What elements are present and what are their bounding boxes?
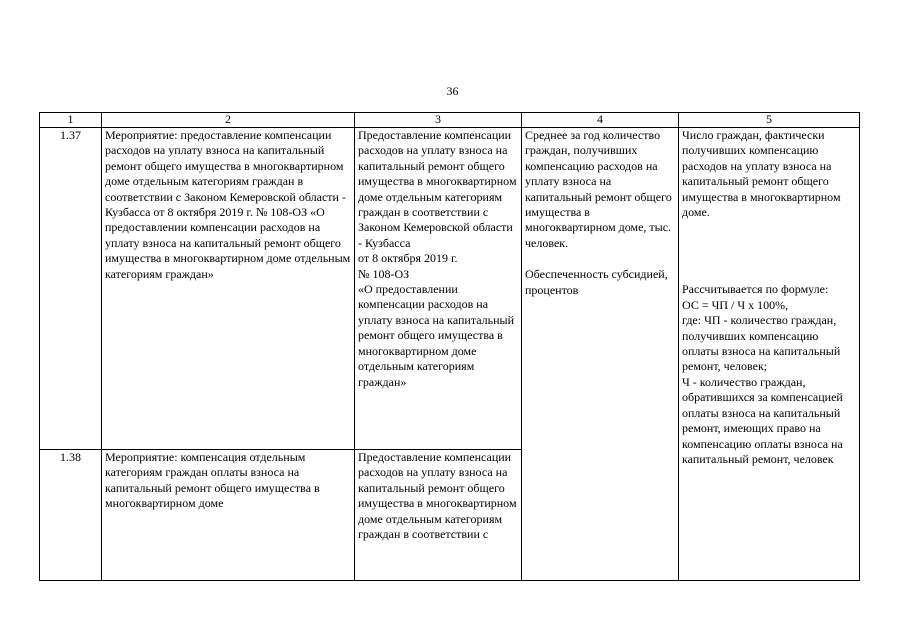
table-header-row [40,113,860,128]
column-header: 4 [522,113,679,128]
column-header: 1 [40,113,102,128]
formula-def-cp: где: ЧП - количество граждан, получивших компенсацию оплаты взноса на капитальный ремонт, человек; [682,313,841,374]
measure-cell: Мероприятие: компенсация отдельным категориям граждан оплаты взноса на капитальный ремонт общего имущества в многоквартирном доме [102,450,355,581]
purpose-text: Предоставление компенсации расходов на уплату взноса на капитальный ремонт общего имущества в многоквартирном доме отдельным категориям граждан в соответствии с Законом Кемеровской области - Кузбасса [358,128,517,250]
purpose-cell [355,128,522,450]
row-number: 1.37 [40,128,102,450]
purpose-law-number: № 108-ОЗ [358,266,410,281]
indicator-cell [522,128,679,581]
column-header: 3 [355,113,522,128]
methodology-cell [679,128,860,581]
methodology-first: Число граждан, фактически получивших компенсацию расходов на уплату взноса на капитальный ремонт общего имущества в многоквартирном доме. [682,128,841,220]
page-number: 36 [446,84,459,98]
indicator-first: Среднее за год количество граждан, получивших компенсацию расходов на уплату взноса на капитальный ремонт общего имущества в многоквартирном доме, тыс. человек. [525,128,672,250]
measure-cell: Мероприятие: предоставление компенсации расходов на уплату взноса на капитальный ремонт общего имущества в многоквартирном доме отдельным категориям граждан в соответствии с Законом Кемеровской области - Кузбасса от 8 октября 2019 г. № 108-ОЗ «О предоставлении компенсации расходов на уплату взноса на капитальный ремонт общего имущества в многоквартирном доме отдельным категориям граждан» [102,128,355,450]
purpose-law-title: «О предоставлении компенсации расходов на уплату взноса на капитальный ремонт общего имущества в многоквартирном доме отдельным категориям граждан» [358,282,515,389]
formula: ОС = ЧП / Ч х 100%, [682,297,789,312]
formula-def-c: Ч - количество граждан, обратившихся за компенсацией оплаты взноса на капитальный ремонт, имеющих право на компенсацию оплаты взноса на капитальный ремонт, человек [682,374,843,466]
table-row [40,128,860,450]
column-header: 5 [679,113,860,128]
purpose-date: от 8 октября 2019 г. [358,251,458,266]
column-header: 2 [102,113,355,128]
purpose-cell: Предоставление компенсации расходов на уплату взноса на капитальный ремонт общего имущества в многоквартирном доме отдельным категориям граждан в соответствии с [355,450,522,581]
indicator-second: Обеспеченность субсидией, процентов [525,267,668,297]
indicators-table [39,112,860,581]
formula-intro: Рассчитывается по формуле: [682,282,829,297]
row-number: 1.38 [40,450,102,581]
